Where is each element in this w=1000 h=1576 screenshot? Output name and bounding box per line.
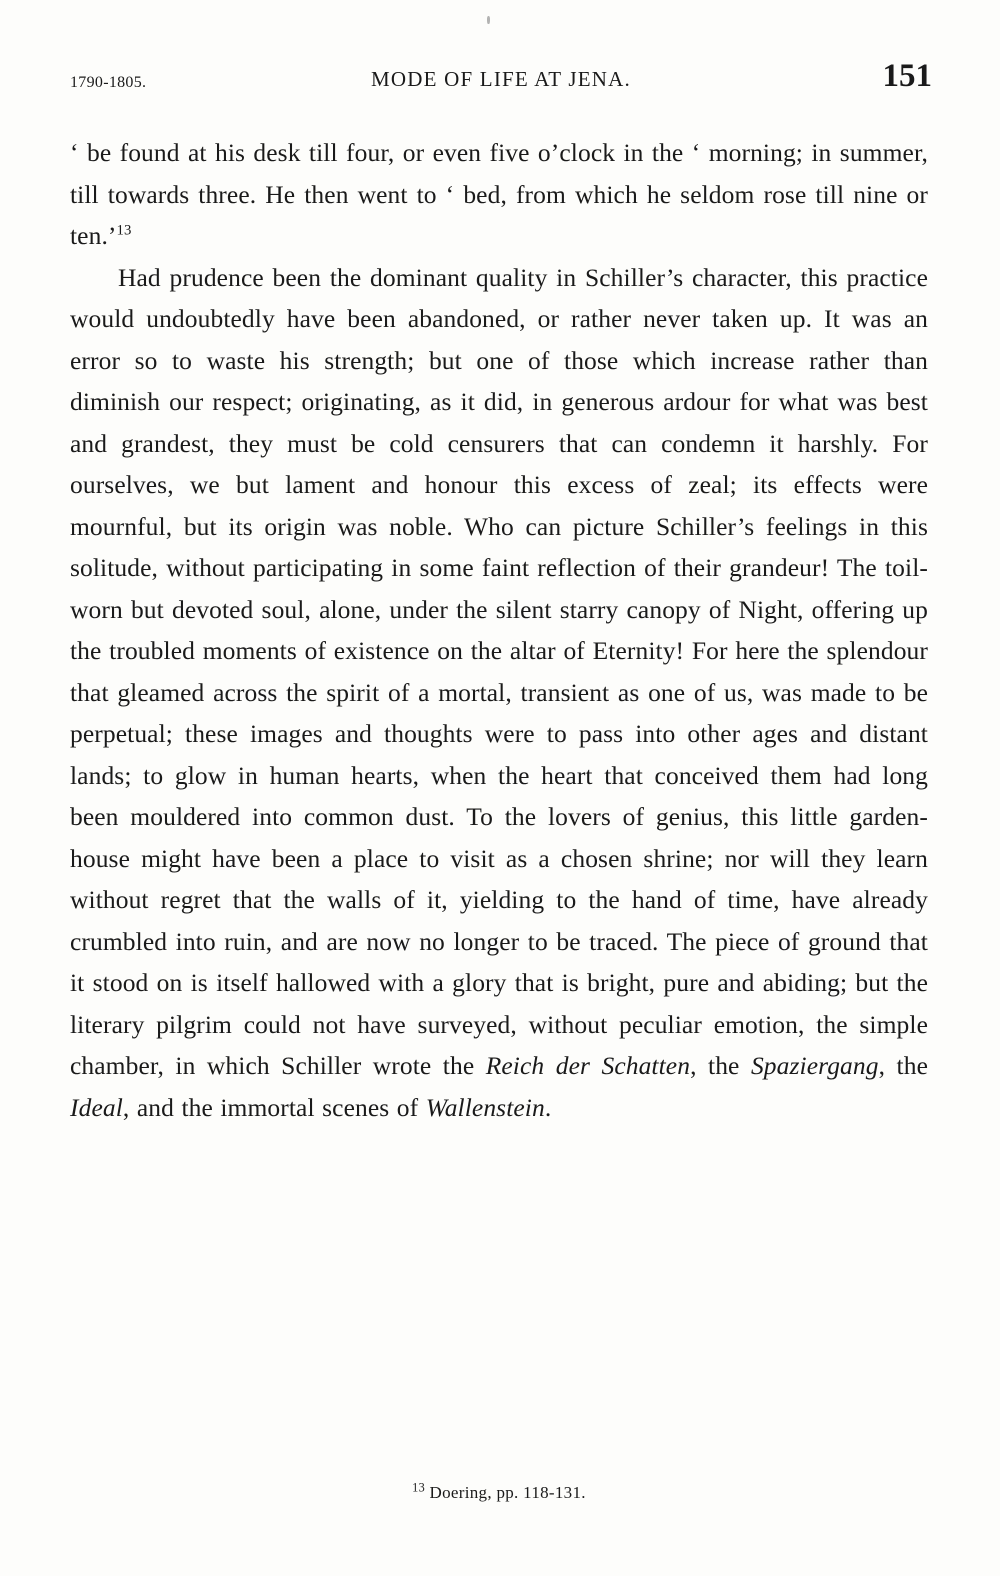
main-paragraph-text-part-5: . (544, 1092, 552, 1122)
body-text-column (70, 132, 928, 1128)
quoted-paragraph (70, 132, 928, 257)
footnote-marker: 13 (412, 1480, 425, 1495)
main-paragraph-text-part-3: , the (878, 1051, 928, 1080)
main-paragraph-text-part-2: , the (690, 1051, 751, 1080)
work-title-wallenstein: Wallenstein (425, 1092, 545, 1122)
footnote-text: Doering, pp. 118-131. (425, 1483, 586, 1502)
scan-speck (487, 16, 490, 24)
work-title-spaziergang: Spaziergang (750, 1051, 879, 1080)
footnote-reference-marker: 13 (116, 222, 132, 239)
work-title-reich-der-schatten: Reich der Schatten (485, 1051, 691, 1080)
main-paragraph-text-part-1: Had prudence been the dominant quality in Schiller’s character, this practice would undoubtedly have been abandoned, or rather never taken up. It was an error so to waste his strength; but one of those which increase rather than diminish our respect; originating, as it did, in generous ardour for what was best and grandest, they must be cold censurers that can condemn it harshly. For ourselves, we but lament and honour this excess of zeal; its effects were mournful, but its origin was noble. Who can picture Schiller’s feelings in this solitude, without participating in some faint reflection of their grandeur! The toil-worn but devoted soul, alone, under the silent starry canopy of Night, offering up the troubled moments of existence on the altar of Eternity! For here the splendour that gleamed across the spirit of a mortal, transient as one of us, was made to be perpetual; these images and thoughts were to pass into other ages and distant lands; to glow in human hearts, when the heart that conceived them had long been mouldered into common dust. To the lovers of genius, this little garden-house might have been a place to visit as a chosen shrine; nor will they learn without regret that the walls of it, yielding to the hand of time, have already crumbled into ruin, and are now no longer to be traced. The piece of ground that it stood on is itself hallowed with a glory that is bright, pure and abiding; but the literary pilgrim could not have surveyed, without peculiar emotion, the simple chamber, in which Schiller wrote the (70, 262, 928, 1080)
page-number: 151 (882, 58, 932, 94)
header-date-range: 1790-1805. (70, 74, 147, 91)
main-paragraph-text-part-4: , and the immortal scenes of (122, 1092, 426, 1122)
quoted-paragraph-text: ‘ be found at his desk till four, or even five o’clock in the ‘ morning; in summer, till towards three. He then went to ‘ bed, from which he seldom rose till nine or ten.’ (70, 138, 928, 250)
page-header (70, 58, 932, 102)
main-paragraph (70, 257, 928, 1129)
running-head-title: MODE OF LIFE AT JENA. (371, 67, 631, 91)
work-title-ideal: Ideal (70, 1092, 123, 1122)
footnote (70, 1480, 928, 1503)
